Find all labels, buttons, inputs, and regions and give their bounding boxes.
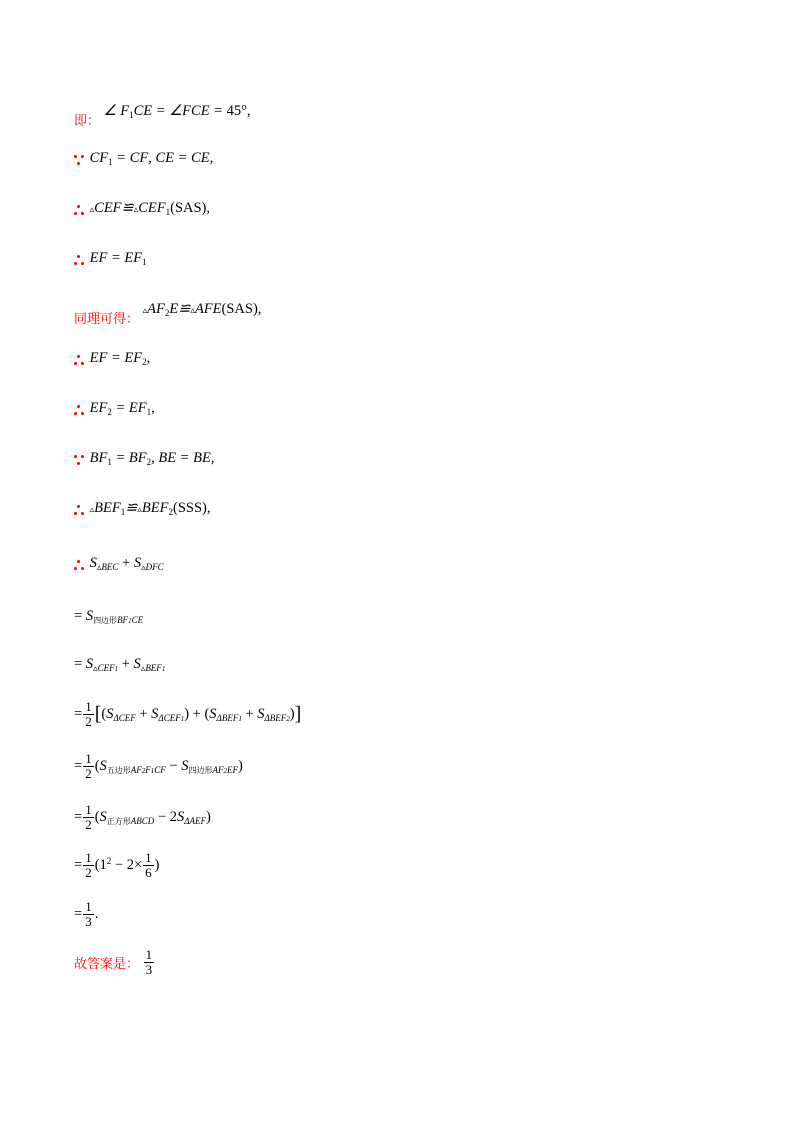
line-6 bbox=[74, 350, 150, 367]
math-pentagon-diff: = $\frac{1}{2}$ $(S_{五边形AF2F1CF} - S_{四边形AF2EF})$ bbox=[74, 751, 243, 781]
math-numeric: = $\frac{1}{2}$ ($1^2 - 2\times$ $\frac{1}{6}$ ) bbox=[74, 850, 160, 880]
math-ef-eq-ef1: EF = $EF_1$ bbox=[89, 250, 147, 267]
math-square-diff: = $\frac{1}{2}$ $(S_{正方形ABCD} - 2S_{\Delta AEF})$ bbox=[74, 802, 211, 832]
label-tongli: 同理可得： bbox=[74, 312, 140, 327]
line-16 bbox=[74, 851, 159, 880]
math-result: = $\frac{1}{3}$ . bbox=[74, 899, 99, 929]
therefore-icon bbox=[74, 402, 86, 416]
line-14 bbox=[74, 752, 243, 781]
line-9 bbox=[74, 500, 210, 517]
label-ji: 即： bbox=[74, 114, 101, 129]
math-congruent-1: $▵CEF≌▵CEF_1(SAS)$, bbox=[89, 200, 211, 217]
math-ef2-eq-ef1: $EF_2 = EF_1$, bbox=[89, 400, 155, 417]
line-5 bbox=[74, 298, 262, 327]
line-2 bbox=[74, 150, 213, 167]
line-10 bbox=[74, 555, 164, 573]
therefore-icon bbox=[74, 202, 86, 216]
line-12 bbox=[74, 656, 165, 674]
line-15 bbox=[74, 803, 211, 832]
math-cf-eq: $CF_1$ = CF, CE = CE, bbox=[89, 150, 214, 167]
label-gudaan: 故答案是： bbox=[74, 956, 140, 972]
line-17 bbox=[74, 900, 98, 929]
line-4 bbox=[74, 250, 147, 267]
math-tri-areas: = $S_{▵CEF1} + S_{▵BEF1}$ bbox=[74, 656, 166, 673]
math-bf-eq: $BF_1 = BF_2$, BE = BE, bbox=[89, 450, 215, 467]
therefore-icon bbox=[74, 502, 86, 516]
math-angle-eq: ∠ $F_1CE$ = ∠FCE = 45°, bbox=[103, 103, 251, 120]
answer-value: $\frac{1}{3}$ bbox=[145, 947, 153, 977]
line-13 bbox=[74, 700, 301, 729]
math-congruent-2: $▵AF_2E≌▵AFE(SAS)$, bbox=[142, 301, 262, 318]
answer-line bbox=[74, 948, 155, 977]
math-ef-eq-ef2: EF = $EF_2$, bbox=[89, 350, 151, 367]
because-icon bbox=[74, 152, 86, 166]
math-quad-area: = $S_{四边形BF1CE}$ bbox=[74, 608, 144, 625]
math-half-sum: = $\frac{1}{2}$ $[(S_{\Delta CEF} + S_{\Delta CEF1}) + (S_{\Delta BEF1} + S_{\Delta BEF2})]$ bbox=[74, 699, 302, 729]
therefore-icon bbox=[74, 557, 86, 571]
line-8 bbox=[74, 450, 214, 467]
line-3 bbox=[74, 200, 210, 217]
therefore-icon bbox=[74, 252, 86, 266]
line-1 bbox=[74, 100, 251, 129]
math-congruent-3: $▵BEF_1≌▵BEF_2(SSS)$, bbox=[89, 500, 211, 517]
line-11 bbox=[74, 608, 143, 626]
math-sum-areas: $S_{▵BEC} + S_{▵DFC}$ bbox=[89, 555, 164, 572]
therefore-icon bbox=[74, 352, 86, 366]
line-7 bbox=[74, 400, 155, 417]
because-icon bbox=[74, 452, 86, 466]
